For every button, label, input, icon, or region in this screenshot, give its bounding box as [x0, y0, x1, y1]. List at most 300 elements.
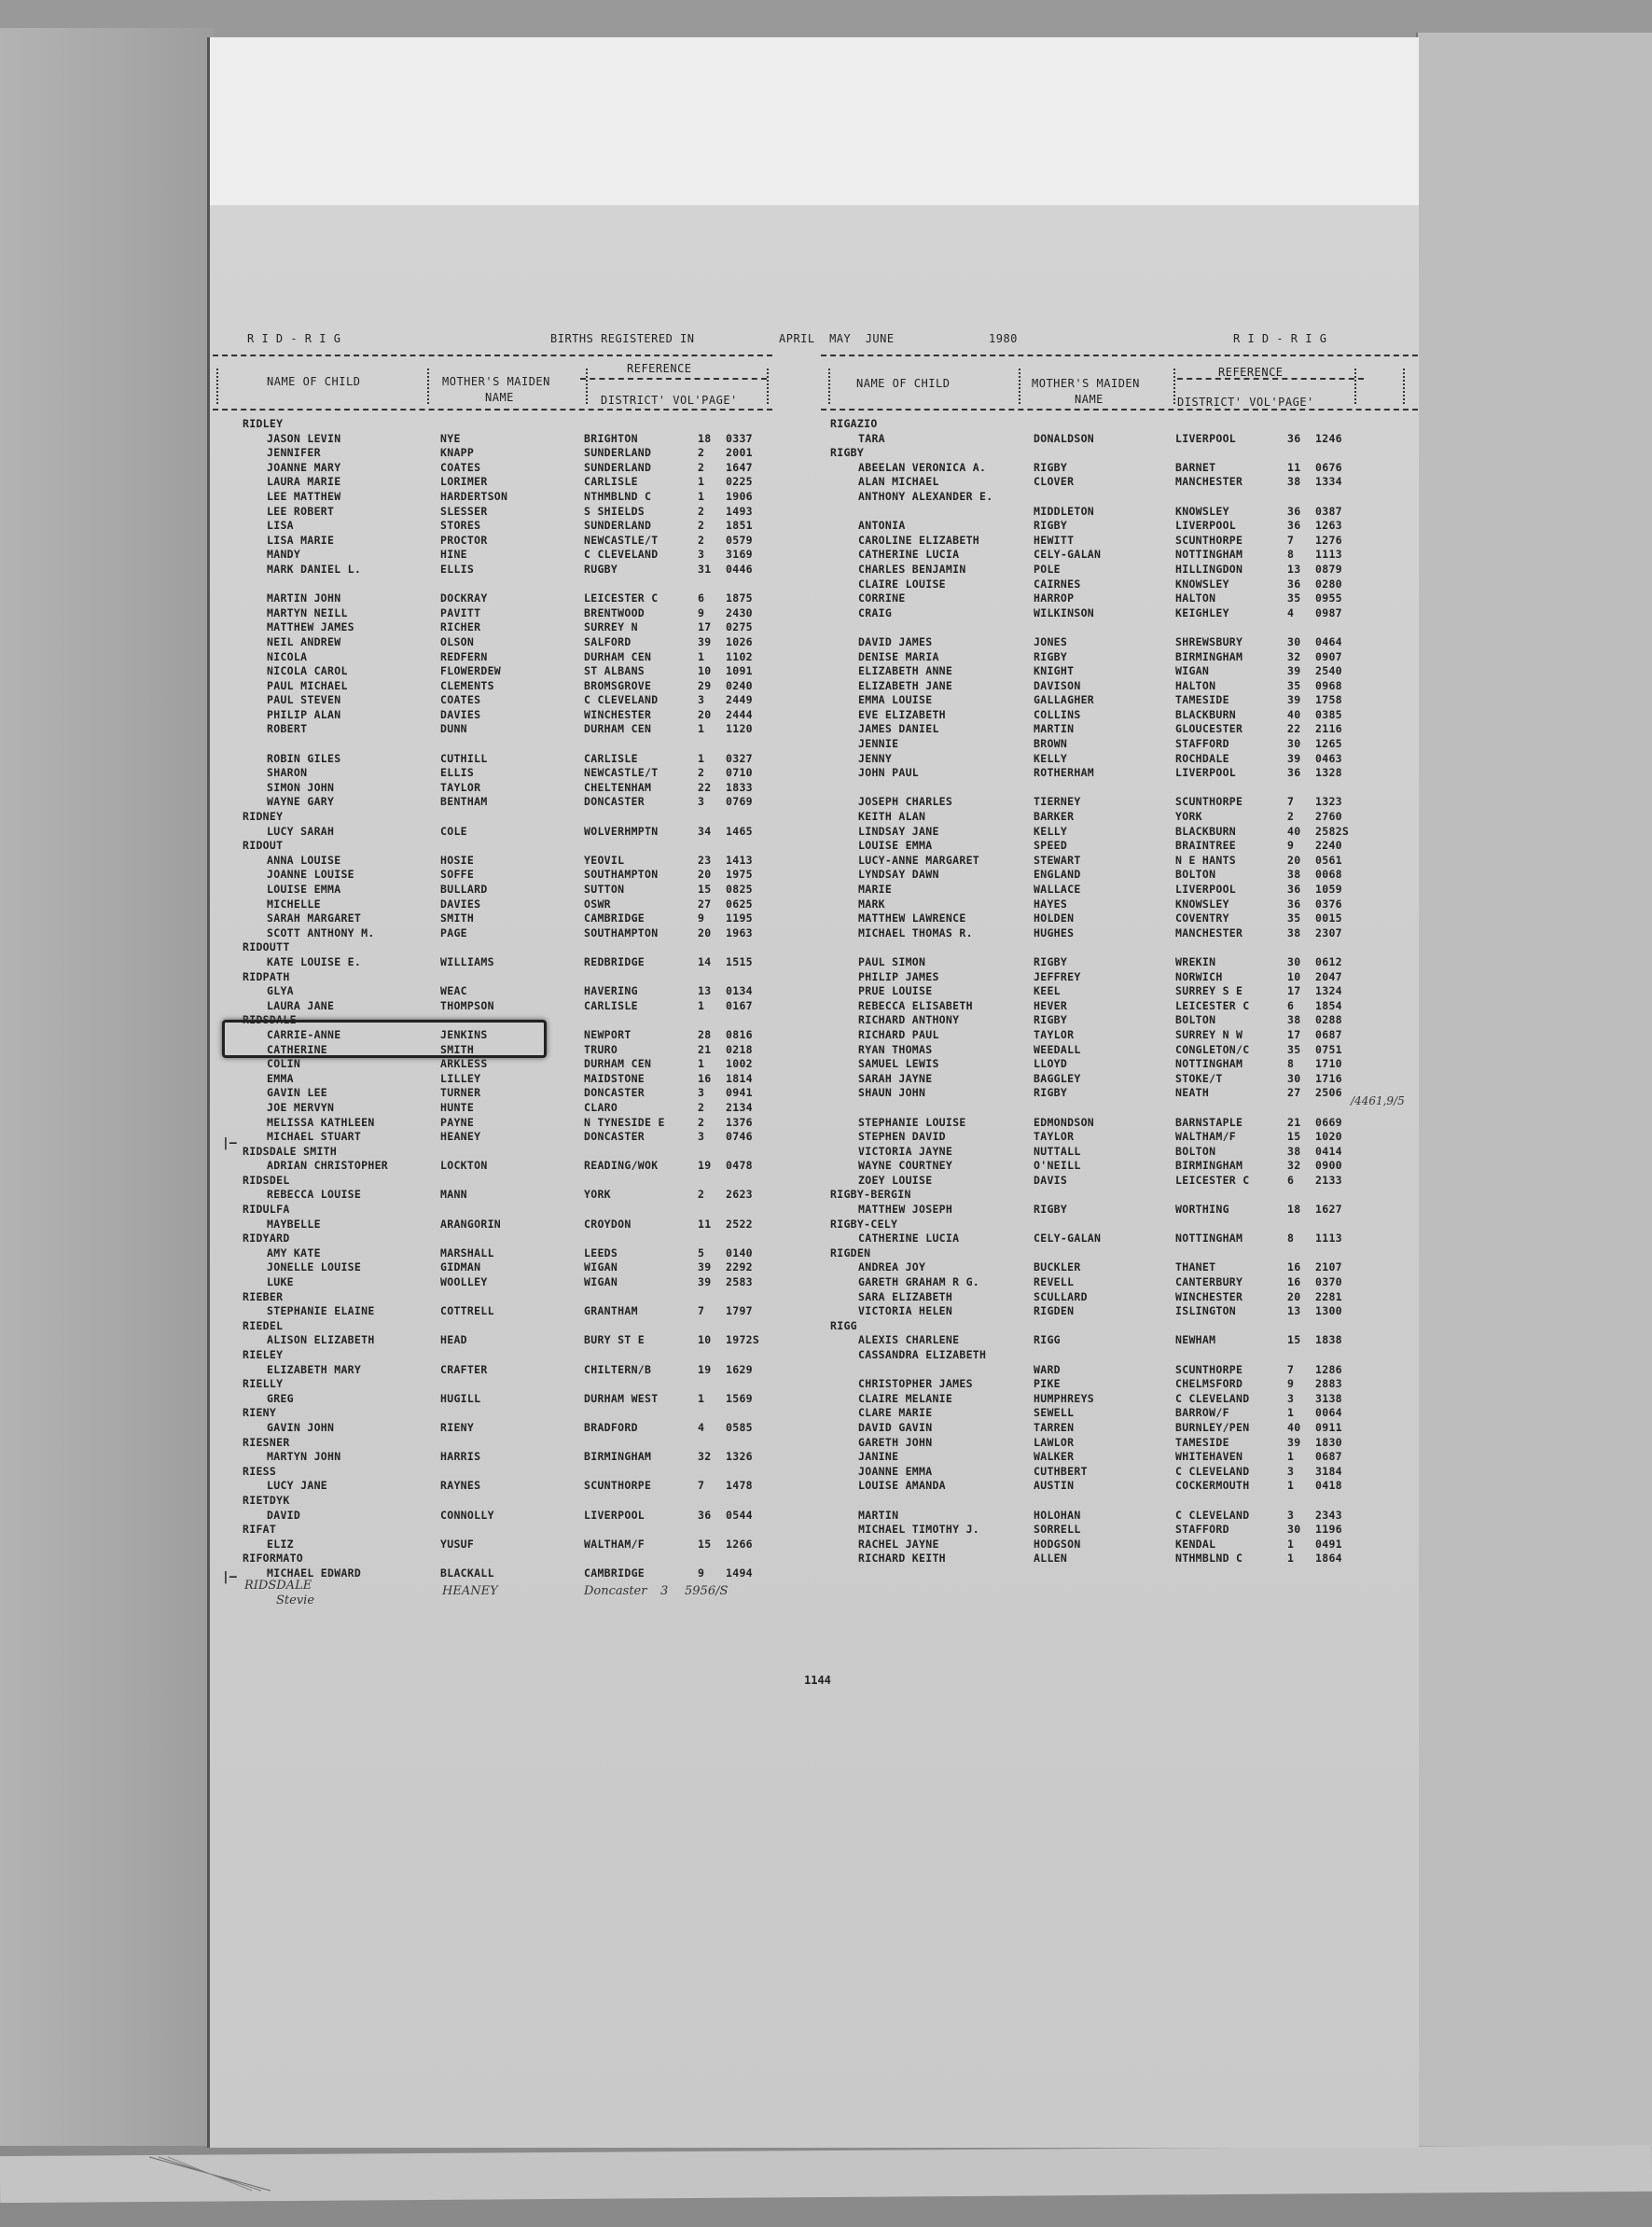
page-ref: 0015: [1315, 912, 1342, 926]
mothers-maiden-name: RIGG: [1034, 1333, 1061, 1347]
district: WINCHESTER: [1175, 1289, 1243, 1303]
district: TAMESIDE: [1175, 693, 1229, 707]
child-name: CLAIRE LOUISE: [858, 577, 946, 591]
child-name: MARK DANIEL L.: [267, 562, 362, 576]
mothers-maiden-name: KNAPP: [440, 446, 475, 460]
page-ref: 3138: [1315, 1391, 1342, 1405]
page-ref: 2134: [726, 1100, 753, 1114]
child-name: DAVID GAVIN: [858, 1420, 933, 1434]
page-ref: 1059: [1315, 883, 1342, 896]
child-name: CASSANDRA ELIZABETH: [858, 1348, 987, 1361]
child-name: REBECCA LOUISE: [267, 1188, 362, 1202]
volume: 38: [1287, 475, 1301, 489]
entry-row: [830, 1363, 1409, 1378]
mothers-maiden-name: HUGHES: [1034, 926, 1075, 940]
district: C CLEVELAND: [1175, 1508, 1250, 1522]
volume: 1: [698, 649, 705, 663]
mothers-maiden-name: JONES: [1034, 634, 1068, 648]
mothers-maiden-name: RIGDEN: [1034, 1304, 1075, 1318]
entry-row: [830, 578, 1409, 592]
page-ref: 0911: [1315, 1420, 1342, 1434]
surname-heading: [830, 446, 1409, 461]
district: SURREY S E: [1175, 984, 1243, 998]
page-ref: 2540: [1315, 664, 1342, 678]
child-name: SIMON JOHN: [267, 780, 335, 794]
mothers-maiden-name: TAYLOR: [1034, 1130, 1075, 1144]
volume: 38: [1287, 1144, 1301, 1158]
surname-heading: [243, 1290, 765, 1305]
mothers-maiden-name: TIERNEY: [1034, 795, 1081, 809]
volume: 40: [1287, 824, 1301, 838]
entry-row: [243, 519, 765, 534]
page-ref: 2001: [726, 446, 753, 460]
column-divider: [828, 369, 830, 404]
district: MANCHESTER: [1175, 926, 1243, 940]
mothers-maiden-name: POLE: [1034, 562, 1061, 576]
surname-heading: [830, 1188, 1409, 1203]
entry-row: [830, 708, 1409, 723]
child-name: RICHARD ANTHONY: [858, 1013, 960, 1027]
volume: 16: [698, 1071, 712, 1085]
volume: 21: [1287, 1115, 1301, 1129]
page-ref: 1758: [1315, 693, 1342, 707]
mothers-maiden-name: BAGGLEY: [1034, 1071, 1081, 1085]
surname-heading: [243, 810, 765, 825]
volume: 1: [698, 1057, 705, 1071]
page-ref: 0955: [1315, 592, 1342, 605]
district: OSWR: [584, 897, 611, 911]
entry-row: [830, 505, 1409, 520]
district: CHELTENHAM: [584, 780, 652, 794]
child-name: VICTORIA HELEN: [858, 1304, 953, 1318]
district: DONCASTER: [584, 795, 646, 809]
page-ref: 1494: [726, 1566, 753, 1580]
district: KNOWSLEY: [1175, 504, 1229, 518]
mothers-maiden-name: BULLARD: [440, 883, 488, 896]
header-rule-left-bottom: [213, 409, 772, 411]
column-divider: [1354, 369, 1356, 404]
entry-row: [243, 1333, 765, 1348]
entry-row: [830, 1523, 1409, 1538]
handwritten-forename: Stevie: [276, 1594, 315, 1608]
child-name: NEIL ANDREW: [267, 634, 341, 648]
volume: 36: [1287, 519, 1301, 533]
mothers-maiden-name: SEWELL: [1034, 1406, 1075, 1420]
volume: 7: [1287, 1362, 1295, 1376]
highlighted-entry-box: [222, 1020, 547, 1058]
register-title: BIRTHS REGISTERED IN: [550, 332, 695, 345]
entry-row: [830, 1043, 1409, 1058]
page-ref: 1026: [726, 634, 753, 648]
page-ref: 2449: [726, 693, 753, 707]
district: REDBRIDGE: [584, 954, 646, 968]
child-name: MARTIN JOHN: [267, 592, 341, 605]
district: SUNDERLAND: [584, 460, 652, 474]
district: BIRMINGHAM: [584, 1450, 652, 1464]
volume: 1: [698, 751, 705, 765]
volume: 35: [1287, 912, 1301, 926]
child-name: RICHARD KEITH: [858, 1552, 946, 1566]
mothers-maiden-name: DOCKRAY: [440, 592, 488, 605]
volume: 36: [1287, 897, 1301, 911]
entry-row: [243, 534, 765, 549]
page-ref: 0337: [726, 431, 753, 445]
district: LIVERPOOL: [1175, 883, 1237, 896]
mothers-maiden-name: SORRELL: [1034, 1523, 1081, 1537]
entry-row: [830, 898, 1409, 912]
mothers-maiden-name: HOLOHAN: [1034, 1508, 1081, 1522]
entry-row: [243, 1057, 765, 1072]
child-name: CORRINE: [858, 592, 906, 605]
child-name: GLYA: [267, 984, 294, 998]
district: NEWPORT: [584, 1027, 632, 1041]
child-name: SAMUEL LEWIS: [858, 1057, 939, 1071]
entry-row: [243, 664, 765, 679]
mothers-maiden-name: MIDDLETON: [1034, 504, 1095, 518]
entry-row: [830, 795, 1409, 810]
child-name: ANNA LOUISE: [267, 853, 341, 867]
quarter-months: APRIL MAY JUNE: [779, 332, 895, 345]
page-ref: 1478: [726, 1479, 753, 1493]
district: C CLEVELAND: [1175, 1464, 1250, 1478]
col-head-mothers-maiden: MOTHER'S MAIDEN: [442, 375, 550, 388]
entry-row: [243, 1392, 765, 1407]
col-head-district-vol-page: DISTRICT' VOL'PAGE': [1177, 396, 1314, 409]
volume: 7: [698, 1304, 705, 1318]
entry-row: [243, 1159, 765, 1174]
district: LEEDS: [584, 1246, 618, 1260]
handwritten-district: Doncaster: [584, 1584, 647, 1598]
surname-text: RIDULFA: [243, 1203, 290, 1217]
entry-row: [243, 984, 765, 999]
child-name: SARA ELIZABETH: [858, 1289, 953, 1303]
page-ref: 2343: [1315, 1508, 1342, 1522]
page-ref: 2760: [1315, 810, 1342, 824]
volume: 39: [1287, 693, 1301, 707]
child-name: JASON LEVIN: [267, 431, 341, 445]
district: MANCHESTER: [1175, 475, 1243, 489]
page-ref: 0561: [1315, 853, 1342, 867]
entry-row: [830, 1057, 1409, 1072]
district: YORK: [584, 1188, 611, 1202]
entry-row: [830, 432, 1409, 447]
district: BOLTON: [1175, 1013, 1216, 1027]
volume: 31: [698, 562, 712, 576]
mothers-maiden-name: COATES: [440, 460, 481, 474]
mothers-maiden-name: PAGE: [440, 926, 467, 940]
page-ref: 0676: [1315, 460, 1342, 474]
spacer-row: [243, 578, 765, 592]
volume: 20: [698, 868, 712, 882]
mothers-maiden-name: STEWART: [1034, 853, 1081, 867]
entry-row: [830, 926, 1409, 941]
entry-row: [243, 926, 765, 941]
page-ref: 2883: [1315, 1377, 1342, 1391]
district: COCKERMOUTH: [1175, 1479, 1250, 1493]
left-entries-column: [243, 417, 765, 1581]
mothers-maiden-name: REVELL: [1034, 1275, 1075, 1289]
child-name: MARTYN NEILL: [267, 605, 348, 619]
page-ref: 0385: [1315, 707, 1342, 721]
page-ref: 1413: [726, 853, 753, 867]
mothers-maiden-name: CUTHBERT: [1034, 1464, 1088, 1478]
entry-row: [243, 446, 765, 461]
mothers-maiden-name: RAYNES: [440, 1479, 481, 1493]
volume: 20: [1287, 853, 1301, 867]
entry-row: [830, 1377, 1409, 1392]
child-name: SHAUN JOHN: [858, 1086, 926, 1100]
volume: 9: [698, 1566, 705, 1580]
entry-row: [243, 592, 765, 606]
district: STOKE/T: [1175, 1071, 1223, 1085]
col-head-name-of-child: NAME OF CHILD: [267, 375, 361, 388]
volume: 20: [698, 926, 712, 940]
child-name: MATTHEW LAWRENCE: [858, 912, 966, 926]
entry-row: [243, 475, 765, 490]
surname-text: RIGG: [830, 1318, 857, 1332]
entry-row: [830, 635, 1409, 650]
mothers-maiden-name: RIGBY: [1034, 954, 1068, 968]
page-ref: 1195: [726, 912, 753, 926]
entry-row: [830, 868, 1409, 883]
mothers-maiden-name: HOSIE: [440, 853, 475, 867]
volume: 8: [1287, 548, 1295, 562]
handwritten-page: 5956/S: [685, 1584, 729, 1598]
mothers-maiden-name: HAYES: [1034, 897, 1068, 911]
child-name: SCOTT ANTHONY M.: [267, 926, 375, 940]
district: N TYNESIDE E: [584, 1115, 665, 1129]
page-ref: 1323: [1315, 795, 1342, 809]
entry-row: [830, 1232, 1409, 1246]
entry-row: [243, 620, 765, 635]
spacer-row: [830, 781, 1409, 796]
header-rule-right-top: [821, 355, 1418, 356]
page-ref: 0491: [1315, 1537, 1342, 1551]
volume: 39: [1287, 751, 1301, 765]
volume: 13: [698, 984, 712, 998]
volume: 2: [698, 1115, 705, 1129]
page-ref: 0225: [726, 475, 753, 489]
entry-row: [830, 461, 1409, 476]
volume: 16: [1287, 1275, 1301, 1289]
mothers-maiden-name: COATES: [440, 693, 481, 707]
column-divider: [427, 369, 429, 404]
district: CHELMSFORD: [1175, 1377, 1243, 1391]
district: S SHIELDS: [584, 504, 646, 518]
surname-heading: [830, 1319, 1409, 1334]
entry-row: [830, 839, 1409, 854]
page-ref: 0625: [726, 897, 753, 911]
mothers-maiden-name: RIGBY: [1034, 1086, 1068, 1100]
district: COVENTRY: [1175, 912, 1229, 926]
volume: 9: [1287, 839, 1295, 853]
page-ref: 1838: [1315, 1333, 1342, 1347]
mothers-maiden-name: DONALDSON: [1034, 431, 1095, 445]
column-divider: [216, 369, 218, 404]
page-ref: 1002: [726, 1057, 753, 1071]
volume: 2: [698, 504, 705, 518]
surname-text: RIEDEL: [243, 1318, 284, 1332]
page-ref: 2133: [1315, 1173, 1342, 1187]
volume: 30: [1287, 1071, 1301, 1085]
district: C CLEVELAND: [584, 693, 659, 707]
page-ref: 1196: [1315, 1523, 1342, 1537]
page-ref: 0585: [726, 1420, 753, 1434]
child-name: PAUL SIMON: [858, 954, 926, 968]
district: NOTTINGHAM: [1175, 1232, 1243, 1246]
district: BIRMINGHAM: [1175, 1159, 1243, 1173]
mothers-maiden-name: HEWITT: [1034, 533, 1075, 547]
child-name: ALISON ELIZABETH: [267, 1333, 375, 1347]
child-name: LEE MATTHEW: [267, 489, 341, 503]
entry-row: [243, 1072, 765, 1087]
district: N E HANTS: [1175, 853, 1237, 867]
district: BLACKBURN: [1175, 707, 1237, 721]
surname-heading: [243, 1523, 765, 1538]
volume: 32: [1287, 1159, 1301, 1173]
entry-row: [830, 1333, 1409, 1348]
volume: 13: [1287, 562, 1301, 576]
page-ref: 1710: [1315, 1057, 1342, 1071]
page-ref: 0370: [1315, 1275, 1342, 1289]
entry-row: [830, 912, 1409, 926]
surname-heading: [243, 1377, 765, 1392]
surname-text: RIELEY: [243, 1348, 284, 1361]
page-ref: 0968: [1315, 678, 1342, 692]
district: BARROW/F: [1175, 1406, 1229, 1420]
spacer-row: [830, 1494, 1409, 1509]
child-name: CAROLINE ELIZABETH: [858, 533, 980, 547]
page-ref: 0288: [1315, 1013, 1342, 1027]
child-name: JOE MERVYN: [267, 1100, 335, 1114]
surname-heading: [243, 839, 765, 854]
district: NEWCASTLE/T: [584, 766, 659, 780]
child-name: NICOLA: [267, 649, 308, 663]
child-name: ABEELAN VERONICA A.: [858, 460, 987, 474]
child-name: MELISSA KATHLEEN: [267, 1115, 375, 1129]
district: GRANTHAM: [584, 1304, 638, 1318]
entry-row: [243, 461, 765, 476]
district: CHILTERN/B: [584, 1362, 652, 1376]
page-ref: 1493: [726, 504, 753, 518]
page-ref: 1113: [1315, 1232, 1342, 1246]
volume: 38: [1287, 1013, 1301, 1027]
entry-row: [243, 1188, 765, 1203]
page-ref: 1875: [726, 592, 753, 605]
district: LIVERPOOL: [1175, 519, 1237, 533]
entry-row: [830, 722, 1409, 737]
right-entries-column: [830, 417, 1409, 1566]
mothers-maiden-name: LAWLOR: [1034, 1435, 1075, 1449]
child-name: CHRISTOPHER JAMES: [858, 1377, 973, 1391]
child-name: JENNY: [858, 751, 893, 765]
entry-row: [830, 592, 1409, 606]
page-ref: 0612: [1315, 954, 1342, 968]
child-name: AMY KATE: [267, 1246, 321, 1260]
volume: 6: [1287, 998, 1295, 1012]
mothers-maiden-name: SOFFE: [440, 868, 475, 882]
child-name: LUCY-ANNE MARGARET: [858, 853, 980, 867]
volume: 32: [698, 1450, 712, 1464]
surname-text: RIESNER: [243, 1435, 290, 1449]
entry-row: [243, 1450, 765, 1465]
volume: 22: [698, 780, 712, 794]
mothers-maiden-name: WALLACE: [1034, 883, 1081, 896]
district: CARLISLE: [584, 998, 638, 1012]
child-name: GAVIN LEE: [267, 1086, 328, 1100]
child-name: LUCY JANE: [267, 1479, 328, 1493]
child-name: LOUISE AMANDA: [858, 1479, 946, 1493]
mothers-maiden-name: RIENY: [440, 1420, 475, 1434]
entry-row: [243, 1086, 765, 1101]
district: LIVERPOOL: [584, 1508, 646, 1522]
child-name: DENISE MARIA: [858, 649, 939, 663]
col-head-district-vol-page: DISTRICT' VOL'PAGE': [601, 394, 738, 407]
page-ref: 1864: [1315, 1552, 1342, 1566]
page-ref: 2292: [726, 1260, 753, 1274]
entry-row: [243, 548, 765, 563]
entry-row: [243, 563, 765, 578]
page-ref: 1906: [726, 489, 753, 503]
entry-row: [830, 1013, 1409, 1028]
entry-row: [243, 635, 765, 650]
mothers-maiden-name: CELY-GALAN: [1034, 548, 1102, 562]
mothers-maiden-name: BROWN: [1034, 737, 1068, 751]
volume: 7: [1287, 795, 1295, 809]
mothers-maiden-name: MARSHALL: [440, 1246, 494, 1260]
handwritten-side-note: /4461,9/5: [1351, 1094, 1405, 1107]
entry-row: [243, 1566, 765, 1581]
page-ref: 1120: [726, 722, 753, 736]
mothers-maiden-name: GALLAGHER: [1034, 693, 1095, 707]
entry-row: [243, 1479, 765, 1494]
volume: 16: [1287, 1260, 1301, 1274]
mothers-maiden-name: KELLY: [1034, 751, 1068, 765]
child-name: EVE ELIZABETH: [858, 707, 946, 721]
child-name: RYAN THOMAS: [858, 1042, 933, 1056]
page-ref: 1265: [1315, 737, 1342, 751]
entry-row: [243, 708, 765, 723]
child-name: PHILIP ALAN: [267, 707, 341, 721]
surname-text: RIDOUTT: [243, 940, 290, 954]
mothers-maiden-name: BUCKLER: [1034, 1260, 1081, 1274]
mothers-maiden-name: HINE: [440, 548, 467, 562]
page-ref: 0140: [726, 1246, 753, 1260]
child-name: NICOLA CAROL: [267, 664, 348, 678]
district: WINCHESTER: [584, 707, 652, 721]
mothers-maiden-name: WILKINSON: [1034, 605, 1095, 619]
volume: 2: [698, 1188, 705, 1202]
child-name: EMMA: [267, 1071, 294, 1085]
child-name: WAYNE COURTNEY: [858, 1159, 953, 1173]
page-ref: 1326: [726, 1450, 753, 1464]
volume: 38: [1287, 926, 1301, 940]
child-name: CARRIE-ANNE: [267, 1027, 341, 1041]
mothers-maiden-name: LOCKTON: [440, 1159, 488, 1173]
volume: 1: [1287, 1406, 1295, 1420]
mothers-maiden-name: HODGSON: [1034, 1537, 1081, 1551]
volume: 35: [1287, 678, 1301, 692]
child-name: PAUL MICHAEL: [267, 678, 348, 692]
district: HILLINGDON: [1175, 562, 1243, 576]
volume: 18: [698, 431, 712, 445]
entry-row: [243, 505, 765, 520]
child-name: GAVIN JOHN: [267, 1420, 335, 1434]
volume: 34: [698, 824, 712, 838]
district: CONGLETON/C: [1175, 1042, 1250, 1056]
child-name: PAUL STEVEN: [267, 693, 341, 707]
child-name: SHARON: [267, 766, 308, 780]
